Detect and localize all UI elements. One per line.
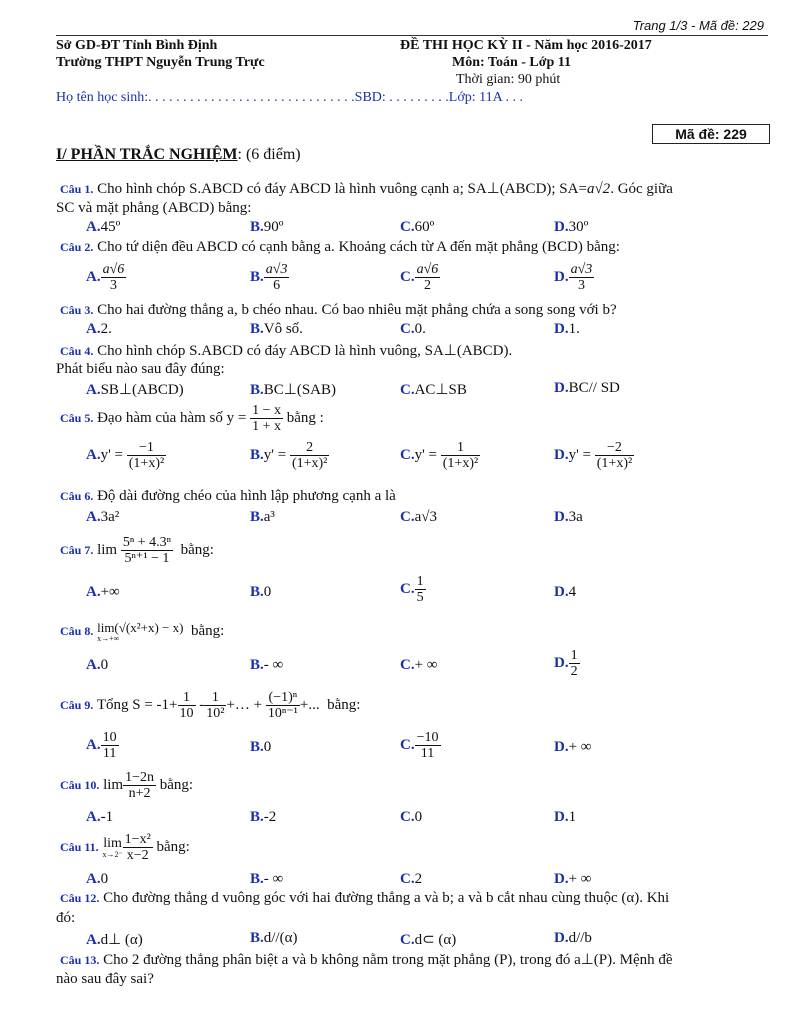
question-2: Câu 2. Cho tứ diện đều ABCD có cạnh bằng a. Khoảng cách từ A đến mặt phẳng (BCD) bằng: <box>60 239 620 255</box>
q1-option-c[interactable]: C.60º <box>400 219 435 235</box>
exam-code-box: Mã đề: 229 <box>652 124 770 144</box>
q11-option-c[interactable]: C.2 <box>400 871 423 887</box>
question-1-line2: SC và mặt phẳng (ABCD) bằng: <box>56 200 252 216</box>
q3-option-b[interactable]: B.Vô số. <box>250 321 303 337</box>
question-9: Câu 9. Tổng S = -1+ $\frac{1}{10}$ - $\frac{1}{\text{10²}}$ +… + $\frac{\text{(−1)ⁿ}}{\text{10ⁿ⁻¹}}$ +... bằng: <box>60 690 361 721</box>
q6-option-c[interactable]: C.a√3 <box>400 509 437 525</box>
question-13-line2: nào sau đây sai? <box>56 971 154 987</box>
q5-option-a[interactable]: A.y' = $\frac{-1}{\text{(1+x)²}}$ <box>86 440 165 471</box>
student-info-line: Họ tên học sinh:. . . . . . . . . . . . . . . . . . . . . . . . . . . . . .SBD: . . . . . . . . .Lớp: 11A . . . <box>56 90 523 105</box>
section-title: I/ PHẦN TRẮC NGHIỆM <box>56 146 238 163</box>
q12-option-a[interactable]: A.d⊥ (α) <box>86 932 143 948</box>
q5-option-b[interactable]: B.y' = $\frac{2}{\text{(1+x)²}}$ <box>250 440 328 471</box>
question-4-line2: Phát biểu nào sau đây đúng: <box>56 361 225 377</box>
question-7: Câu 7. lim $\frac{\text{5ⁿ + 4.3ⁿ}}{\text{5ⁿ⁺¹ − 1}}$ bằng: <box>60 535 214 566</box>
school-name: Trường THPT Nguyễn Trung Trực <box>56 55 265 70</box>
q10-option-d[interactable]: D.1 <box>554 809 577 825</box>
q2-option-b[interactable]: B. $\frac{a√3}{6}$ <box>250 262 288 293</box>
question-1 <box>60 179 673 198</box>
section-heading <box>56 146 301 164</box>
q6-option-a[interactable]: A.3a² <box>86 509 120 525</box>
q1-option-b[interactable]: B.90º <box>250 219 284 235</box>
q7-option-a[interactable]: A.+∞ <box>86 584 120 600</box>
question-text: Cho hình chóp S.ABCD có đáy ABCD là hình vuông cạnh a; SA⊥(ABCD); SA= <box>97 181 587 197</box>
question-12-line2: đó: <box>56 910 76 926</box>
question-4: Câu 4. Cho hình chóp S.ABCD có đáy ABCD là hình vuông, SA⊥(ABCD). <box>60 343 513 359</box>
section-points: : (6 điểm) <box>237 146 301 163</box>
q9-option-a[interactable]: A. $\frac{10}{11}$ <box>86 730 117 761</box>
q3-option-a[interactable]: A.2. <box>86 321 112 337</box>
q4-option-c[interactable]: C.AC⊥SB <box>400 382 467 398</box>
exam-title: ĐỀ THI HỌC KỲ II - Năm học 2016-2017 <box>400 38 652 53</box>
q8-option-c[interactable]: C.+ ∞ <box>400 657 438 673</box>
q1-option-a[interactable]: A.45º <box>86 219 121 235</box>
q4-option-a[interactable]: A.SB⊥(ABCD) <box>86 382 184 398</box>
q10-option-a[interactable]: A.-1 <box>86 809 114 825</box>
q7-option-b[interactable]: B.0 <box>250 584 272 600</box>
question-13: Câu 13. Cho 2 đường thẳng phân biệt a và b không nằm trong mặt phẳng (P), trong đó a⊥(P). Mệnh đề <box>60 952 673 968</box>
q12-option-b[interactable]: B.d//(α) <box>250 930 298 946</box>
question-3: Câu 3. Cho hai đường thẳng a, b chéo nhau. Có bao nhiêu mặt phẳng chứa a song song với b? <box>60 302 617 318</box>
subject-line: Môn: Toán - Lớp 11 <box>452 55 572 70</box>
q6-option-d[interactable]: D.3a <box>554 509 583 525</box>
q2-option-c[interactable]: C. $\frac{a√6}{2}$ <box>400 262 439 293</box>
q11-option-a[interactable]: A.0 <box>86 871 109 887</box>
q2-option-d[interactable]: D. $\frac{a√3}{3}$ <box>554 262 593 293</box>
question-12: Câu 12. Cho đường thẳng d vuông góc với hai đường thẳng a và b; a và b cắt nhau cùng thuộc (α). Khi <box>60 890 670 906</box>
q7-option-c[interactable]: C. $\frac{1}{5}$ <box>400 574 424 605</box>
q10-option-c[interactable]: C.0 <box>400 809 423 825</box>
q9-option-d[interactable]: D.+ ∞ <box>554 739 592 755</box>
q6-option-b[interactable]: B.a³ <box>250 509 275 525</box>
header-rule <box>56 35 768 36</box>
q1-option-d[interactable]: D.30º <box>554 219 589 235</box>
q8-option-a[interactable]: A.0 <box>86 657 109 673</box>
q3-option-d[interactable]: D.1. <box>554 321 580 337</box>
duration-line: Thời gian: 90 phút <box>456 72 561 87</box>
question-11: Câu 11. lim x→2⁻ $\frac{\text{1−x²}}{x-2}$ bằng: <box>60 832 190 863</box>
department-name: Sở GD-ĐT Tỉnh Bình Định <box>56 38 218 53</box>
q4-option-b[interactable]: B.BC⊥(SAB) <box>250 382 337 398</box>
page-number: Trang 1/3 - Mã đề: 229 <box>632 18 764 33</box>
q8-option-d[interactable]: D. $\frac{1}{2}$ <box>554 648 578 679</box>
q3-option-c[interactable]: C.0. <box>400 321 426 337</box>
question-6: Câu 6. Độ dài đường chéo của hình lập phương cạnh a là <box>60 488 396 504</box>
q9-option-c[interactable]: C. $\frac{-10}{11}$ <box>400 730 439 761</box>
q9-option-b[interactable]: B.0 <box>250 739 272 755</box>
q11-option-d[interactable]: D.+ ∞ <box>554 871 592 887</box>
question-text: . Góc giữa <box>610 181 673 197</box>
question-10: Câu 10. lim $\frac{1-2n}{n+2}$ bằng: <box>60 770 194 801</box>
question-label: Câu 1. <box>60 182 94 196</box>
q5-option-c[interactable]: C.y' = $\frac{1}{\text{(1+x)²}}$ <box>400 440 479 471</box>
q8-option-b[interactable]: B.- ∞ <box>250 657 284 673</box>
question-5: Câu 5. Đạo hàm của hàm số y = $\frac{1 - x}{1 + x}$ bằng : <box>60 403 324 434</box>
question-math: a√2 <box>586 181 611 197</box>
question-8: Câu 8. lim(√(x²+x) − x) x→+∞ bằng: <box>60 620 225 643</box>
q4-option-d[interactable]: D.BC// SD <box>554 380 620 396</box>
q12-option-d[interactable]: D.d//b <box>554 930 592 946</box>
q10-option-b[interactable]: B.-2 <box>250 809 277 825</box>
q7-option-d[interactable]: D.4 <box>554 584 577 600</box>
q11-option-b[interactable]: B.- ∞ <box>250 871 284 887</box>
q2-option-a[interactable]: A. $\frac{a√6}{3}$ <box>86 262 125 293</box>
q5-option-d[interactable]: D.y' = $\frac{-2}{\text{(1+x)²}}$ <box>554 440 633 471</box>
q12-option-c[interactable]: C.d⊂ (α) <box>400 932 457 948</box>
